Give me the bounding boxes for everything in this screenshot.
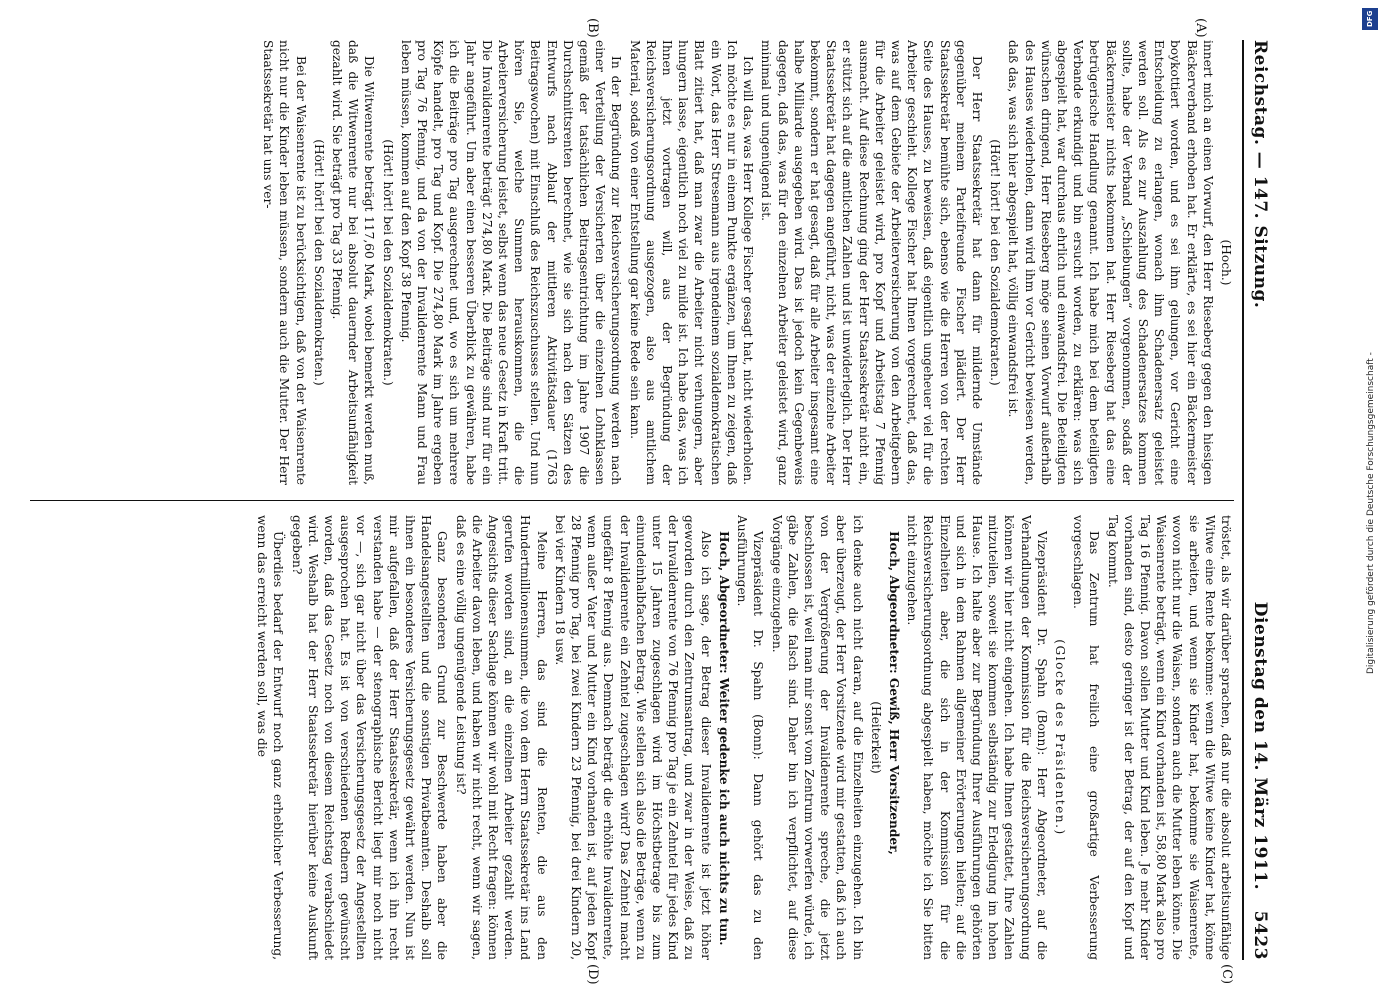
- header-page-number: 5423: [1250, 910, 1270, 960]
- paragraph: Der Herr Staatssekretär hat dann für mildernde Umstände gegenüber meinem Parteifreunde Fischer plädiert. Der Herr Staatssekretär bemühte sich, ebenso wie die Herren von der rechten Seite des Hauses, zu beweisen, daß eigentlich ungeheuer viel für die Arbeiter geschieht. Kollege Fischer hat Ihnen vorgerechnet, daß das, was auf dem Gebiete der Arbeiterversicherung von den Arbeitgebern für die Arbeiter geleistet wird, pro Kopf und Arbeitstag 7 Pfennig ausmacht. Auf diese Rechnung ging der Herr Staatssekretär nicht ein, er stützt sich auf die amtlichen Zahlen und ist unwiderleglich. Der Herr Staatssekretär hat dagegen angeführt, nicht, was der einzelne Arbeiter bekommt, sondern er hat gesagt, daß für alle Arbeiter insgesamt eine halbe Milliarde ausgegeben wird. Das ist jedoch kein Gegenbeweis dagegen, daß das, was für den einzelnen Arbeiter geleistet wird, ganz minimal und ungenügend ist.: [759, 40, 984, 485]
- paragraph: Ganz besonderen Grund zur Beschwerde haben aber die Handelsangestellten und die sonstigen Privatbeamten. Deshalb soll ihnen ein besonderes Versicherungsgesetz gewährt werden. Nun ist mir aufgefallen, daß der Herr Staatssekretär, wenn ich ihn recht verstanden habe — der stenographische Bericht liegt mir noch nicht vor —, sich gar nicht über das Versicherungsgesetz der Angestellten ausgesprochen hat. Es ist von verschiedenen Rednern gewünscht worden, daß das Gesetz noch von diesem Reichstag verabschiedet wird. Weshalb hat der Herr Staatssekretär hierüber keine Auskunft gegeben?: [289, 515, 450, 960]
- paragraph: Bei der Waisenrente ist zu berücksichtigen, daß von der Waisenrente nicht nur die Kinder leben müssen, sondern auch die Mutter. Der Herr Staatssekretär hat uns ver-: [261, 40, 308, 485]
- paragraph: ich denke auch nicht daran, auf die Einzelheiten einzugehen. Ich bin aber überzeugt, der Herr Vorsitzende wird mir gestatten, daß ich auch von der Vergrößerung der Invalidenrente spreche, die jetzt beschlossen ist, weil man mir sonst vom Zentrum vorwerfen würde, ich gäbe Zahlen, die falsch sind. Daher bin ich verpflichtet, auf diese Vorgänge einzugehen.: [769, 515, 865, 960]
- paragraph: Meine Herren, das sind die Renten, die aus den Hundertmillionensummen, die von dem Herrn Staatssekretär ins Land gerufen worden sind, an die einzelnen Arbeiter gezahlt werden. Angesichts dieser Sachlage können wir wohl mit Recht fragen: können die Arbeiter davon leben, und haben wir nicht recht, wenn wir sagen, daß es eine völlig ungenügende Leistung ist?: [453, 515, 549, 960]
- paragraph: Das Zentrum hat freilich eine großartige Verbesserung vorgeschlagen.: [1071, 515, 1102, 960]
- funding-notice: Digitalisierung gefördert durch die Deutsche Forschungsgemeinschaft -: [1366, 352, 1376, 674]
- paragraph: Also ich sage, der Betrag dieser Invalidenrente ist jetzt höher geworden durch den Zentrumsantrag, und zwar in der Weise, daß zu der Invalidenrente von 76 Pfennig pro Tag je ein Zehntel für jedes Kind unter 15 Jahren zugeschlagen wird im Höchstbetrage bis zum einundeinhalbfachen Betrag. Wie stellen sich also die Beträge, wenn zu der Invalidenrente ein Zehntel zugeschlagen wird? Das Zehntel macht ungefähr 8 Pfennig aus. Demnach beträgt die erhöhte Invalidenrente, wenn außer Vater und Mutter ein Kind vorhanden ist, auf jeden Kopf 28 Pfennig pro Tag, bei zwei Kindern 23 Pfennig, bei drei Kindern 20, bei vier Kindern 18 usw.: [552, 515, 713, 960]
- dfg-logo-icon: DFG: [1362, 8, 1378, 30]
- margin-tag-b: (B): [585, 18, 600, 38]
- interjection: (Hört! hört! bei den Sozialdemokraten.): [988, 139, 1003, 386]
- speech-paragraph: Hoch, Abgeordneter: Gewiß, Herr Vorsitzender,: [886, 531, 901, 855]
- speech-paragraph: Vizepräsident Dr. Spahn (Bonn): Dann gehört das zu den Ausführungen.: [735, 515, 766, 960]
- paragraph: innert mich an einen Vorwurf, den Herr Rieseberg gegen den hiesigen Bäckerverband erhoben hat. Er erklärte, es sei hier ein Bäckermeister boykottiert worden, und es sei ihm gelungen, vor Gericht eine Entscheidung zu erlangen, wonach ihm Schadenersatz geleistet werden soll. Als es zur Auszahlung des Schadenersatzes kommen sollte, habe der Verband „Schiebungen“ vorgenommen, sodaß der Bäckermeister nichts bekommen hat. Herr Rieseberg hat das eine betrügerische Handlung genannt. Ich habe mich bei dem beteiligten Verbande erkundigt und bin ersucht worden, zu erklären: was sich abgespielt hat, war durchaus ehrlich und einwandsfrei. Die Beteiligten wünschen dringend, Herr Rieseberg möge seinen Vorwurf außerhalb des Hauses wiederholen, dann wird ihm vor Gericht bewiesen werden, daß das, was sich hier abgespielt hat, völlig einwandsfrei ist.: [1006, 40, 1215, 485]
- interjection: (Hört! hört! bei den Sozialdemokraten.): [311, 139, 326, 386]
- interjection: (Glocke des Präsidenten.): [1052, 639, 1067, 836]
- margin-tag-c: (C): [1219, 964, 1234, 985]
- speech-paragraph: Vizepräsident Dr. Spahn (Bonn): Herr Abgeordneter, auf die Verhandlungen der Kommission für die Reichsversicherungsordnung können wir hier nicht eingehen. Ich habe Ihnen gestattet, Ihre Zahlen mitzuteilen, soweit sie kommen selbständig zur Erledigung im hohen Hause. Ich halte aber zur Begründung Ihrer Ausführungen gehörten und sich in dem Rahmen allgemeiner Erörterungen hielten; auf die Einzelheiten aber, die sich in der Kommission für die Reichsversicherungsordnung abgespielt haben, möchte ich Sie bitten nicht einzugehen.: [905, 515, 1049, 960]
- page-header: [1242, 40, 1278, 960]
- column-divider: [30, 500, 1234, 501]
- paragraph: Die Witwenrente beträgt 117,60 Mark, wobei bemerkt werden muß, daß die Witwenrente nur bei absolut dauernder Arbeitsunfähigkeit gezahlt wird. Sie beträgt pro Tag 33 Pfennig.: [330, 40, 377, 485]
- header-date: Dienstag den 14. März 1911.: [1250, 601, 1270, 890]
- interjection: (Heiterkeit): [868, 701, 883, 774]
- speech-paragraph: Hoch, Abgeordneter: Weiter gedenke ich auch nichts zu tun.: [716, 531, 731, 946]
- paragraph: Ich will das, was Herr Kollege Fischer gesagt hat, nicht wiederholen. Ich möchte es nur in einem Punkte ergänzen, um Ihnen zu zeigen, daß ein Wort, das Herr Stresemann aus irgendeinem sozialdemokratischen Blatt zitiert hat, daß man zwar die Arbeiter nicht verhungern, aber hungern lasse, eigentlich noch viel zu milde ist. Ich habe das, was ich Ihnen jetzt vortragen will, aus der Begründung der Reichsversicherungsordnung ausgezogen, also aus amtlichem Material, sodaß von einer Entstellung gar keine Rede sein kann.: [627, 40, 756, 485]
- text-column-left: [30, 40, 1234, 485]
- paragraph: tröstet, als wir darüber sprachen, daß nur die absolut arbeitsunfähige Witwe eine Rente bekomme: wenn die Witwe keine Kinder hat, könne sie arbeiten, und wenn sie Kinder hat, bekomme sie Waisenrente, wovon nicht nur die Waisen, sondern auch die Mutter leben könne. Die Waisenrente beträgt, wenn ein Kind vorhanden ist, 58,80 Mark also pro Tag 16 Pfennig. Davon sollen Mutter und Kind leben. Je mehr Kinder vorhanden sind, desto geringer ist der Betrag, der auf den Kopf und Tag kommt.: [1105, 515, 1233, 960]
- paragraph: Überdies bedarf der Entwurf noch ganz erheblicher Verbesserung, wenn das erreicht werden soll, was die: [255, 515, 286, 960]
- margin-tag-d: (D): [585, 964, 600, 985]
- speaker-tag: (Hoch.): [1219, 239, 1233, 286]
- margin-tag-a: (A): [1193, 18, 1208, 38]
- header-session-title: Reichstag. — 147. Sitzung.: [1250, 40, 1270, 309]
- text-column-right: [30, 515, 1234, 960]
- paragraph: In der Begründung zur Reichsversicherungsordnung werden nach einer Verteilung der Versicherten über die einzelnen Lohnklassen gemäß der tatsächlichen Beitragsentrichtung im Jahre 1907 die Durchschnittsrenten berechnet, wie sie sich nach den Sätzen des Entwurfs nach Ablauf der mittleren Aktivitätsdauer (1763 Beitragswochen) mit Einschluß des Reichszuschusses stellen. Und nun hören Sie, welche Summen herauskommen, die die Arbeiterversicherung leistet, selbst wenn das neue Gesetz in Kraft tritt. Die Invalidenrente beträgt 274,80 Mark. Die Beiträge sind nur für ein Jahr angeführt. Um aber einen besseren Überblick zu gewähren, habe ich die Beiträge pro Tag ausgerechnet und, wo es sich um mehrere Köpfe handelt, pro Tag und Kopf. Die 274,80 Mark im Jahre ergeben pro Tag 76 Pfennig, und da von der Invalidenrente Mann und Frau leben müssen, kommen auf den Kopf 38 Pfennig.: [398, 40, 624, 485]
- interjection: (Hört! hört! bei den Sozialdemokraten.): [380, 139, 395, 386]
